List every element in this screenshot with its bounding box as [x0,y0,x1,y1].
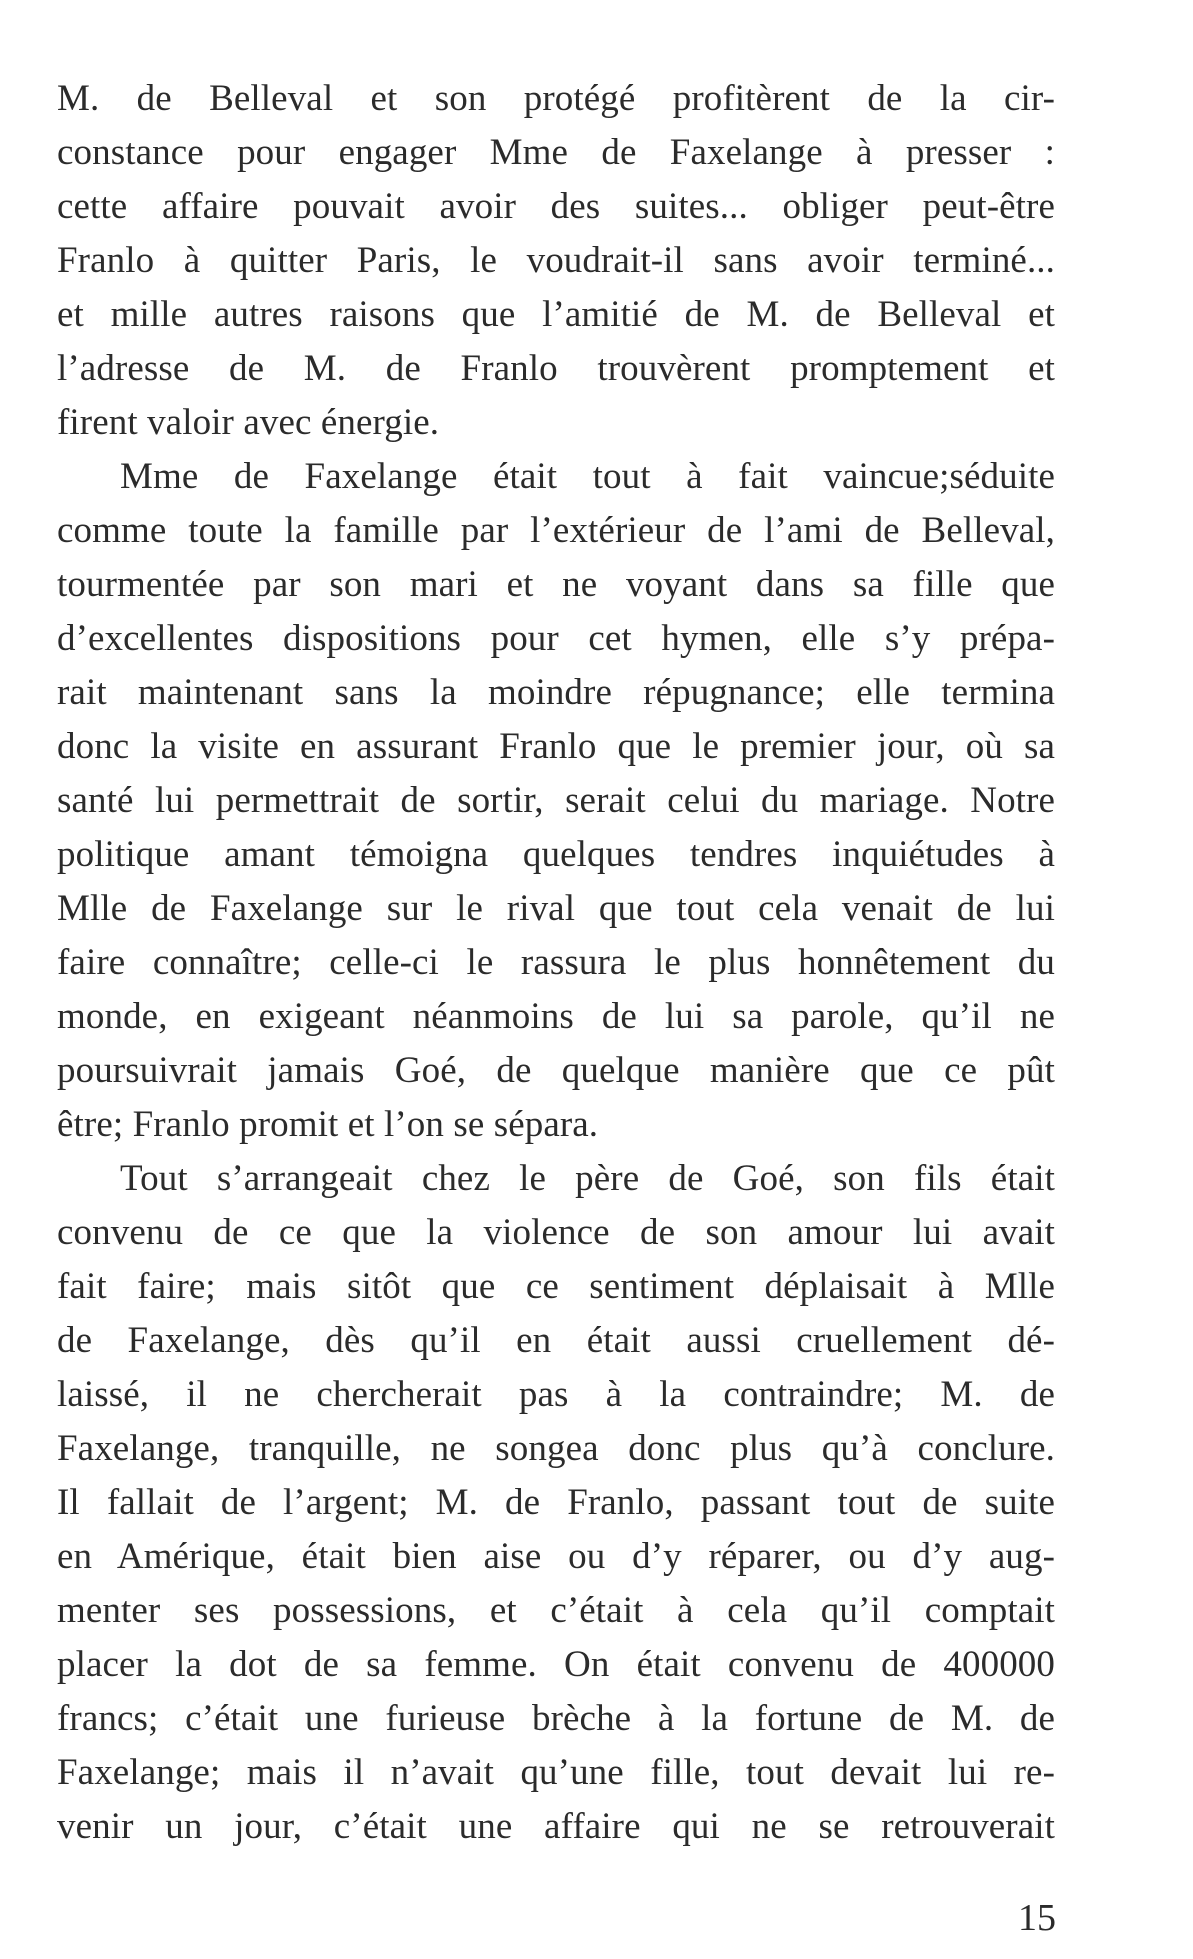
text-line: l’adresse de M. de Franlo trouvèrent promptement et [57,348,1055,389]
text-line: en Amérique, était bien aise ou d’y réparer, ou d’y aug- [57,1536,1055,1577]
text-line: santé lui permettrait de sortir, serait celui du mariage. Notre [57,780,1055,821]
text-line: monde, en exigeant néanmoins de lui sa parole, qu’il ne [57,996,1055,1037]
text-line: Il fallait de l’argent; M. de Franlo, passant tout de suite [57,1482,1055,1523]
text-line: être; Franlo promit et l’on se sépara. [57,1104,599,1145]
text-line: francs; c’était une furieuse brèche à la fortune de M. de [57,1698,1055,1739]
text-line: faire connaître; celle-ci le rassura le plus honnêtement du [57,942,1055,983]
text-line: Mme de Faxelange était tout à fait vaincue;séduite [120,456,1055,497]
text-line: laissé, il ne chercherait pas à la contraindre; M. de [57,1374,1055,1415]
page-number: 15 [1018,1897,1056,1939]
text-line: donc la visite en assurant Franlo que le premier jour, où sa [57,726,1055,767]
text-line: menter ses possessions, et c’était à cela qu’il comptait [57,1590,1055,1631]
text-line: poursuivrait jamais Goé, de quelque manière que ce pût [57,1050,1055,1091]
text-line: Faxelange, tranquille, ne songea donc plus qu’à conclure. [57,1428,1055,1469]
text-line: fait faire; mais sitôt que ce sentiment déplaisait à Mlle [57,1266,1055,1307]
text-line: rait maintenant sans la moindre répugnance; elle termina [57,672,1055,713]
text-line: de Faxelange, dès qu’il en était aussi cruellement dé- [57,1320,1055,1361]
text-line: politique amant témoigna quelques tendres inquiétudes à [57,834,1055,875]
text-line: d’excellentes dispositions pour cet hymen, elle s’y prépa- [57,618,1055,659]
text-line: convenu de ce que la violence de son amour lui avait [57,1212,1055,1253]
text-line: Franlo à quitter Paris, le voudrait-il sans avoir terminé... [57,240,1055,281]
text-line: M. de Belleval et son protégé profitèrent de la cir- [57,78,1055,119]
text-line: cette affaire pouvait avoir des suites... obliger peut-être [57,186,1055,227]
text-line: comme toute la famille par l’extérieur de l’ami de Belleval, [57,510,1055,551]
text-line: Mlle de Faxelange sur le rival que tout cela venait de lui [57,888,1055,929]
text-line: tourmentée par son mari et ne voyant dans sa fille que [57,564,1055,605]
text-line: firent valoir avec énergie. [57,402,440,443]
text-line: et mille autres raisons que l’amitié de M. de Belleval et [57,294,1055,335]
text-line: venir un jour, c’était une affaire qui ne se retrouverait [57,1806,1055,1847]
text-line: Faxelange; mais il n’avait qu’une fille, tout devait lui re- [57,1752,1055,1793]
body-text [57,72,1055,1854]
text-line: placer la dot de sa femme. On était convenu de 400000 [57,1644,1055,1685]
text-line: Tout s’arrangeait chez le père de Goé, son fils était [120,1158,1055,1199]
text-line: constance pour engager Mme de Faxelange à presser : [57,132,1055,173]
